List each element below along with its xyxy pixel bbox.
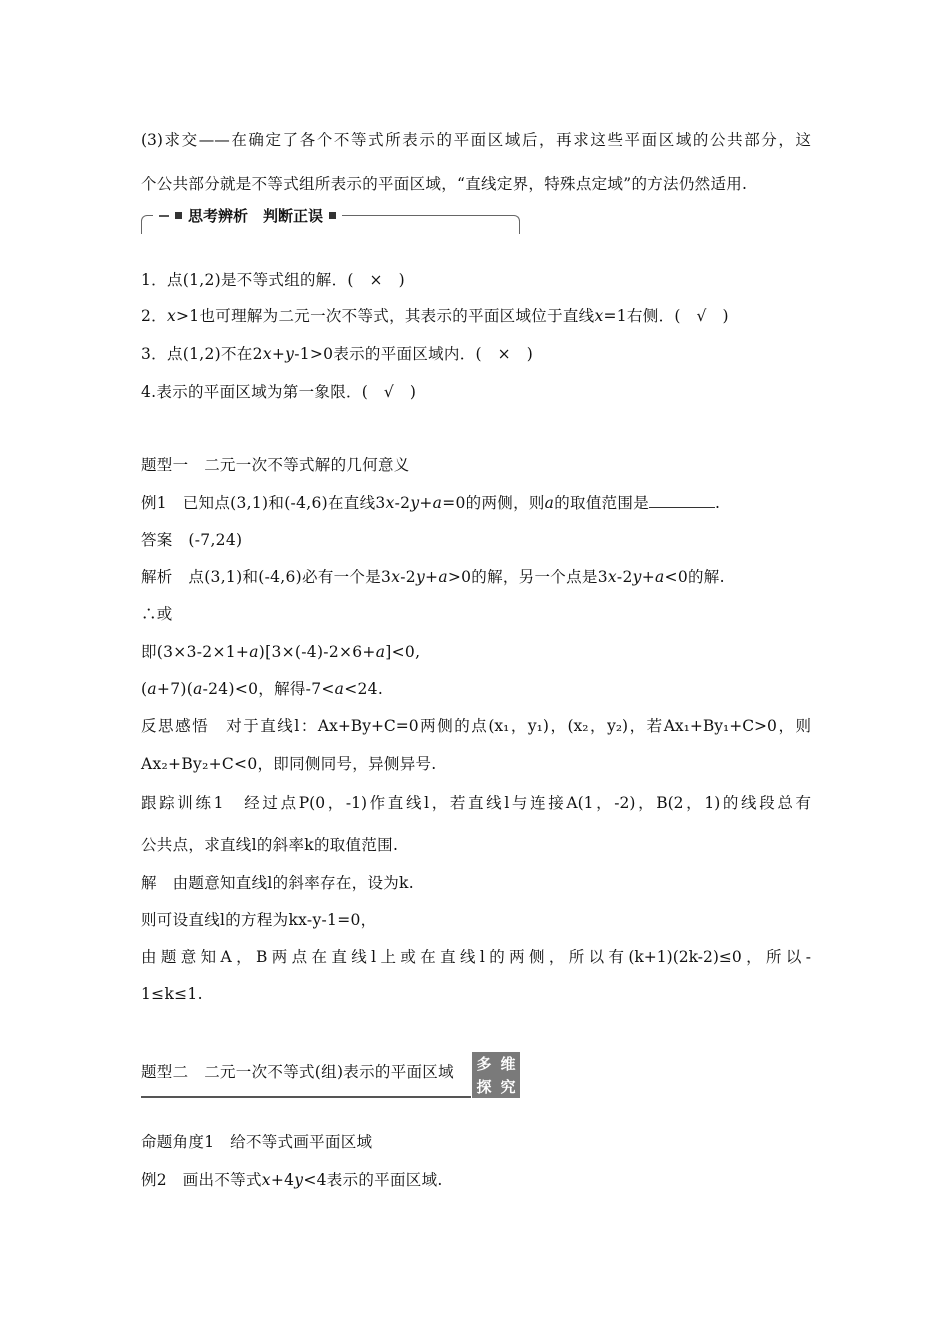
reflection-line-2: Ax₂+By₂+C<0，即同侧同号，异侧异号. [141,755,437,773]
analysis-line: 解析 点(3,1)和(-4,6)必有一个是3x-2y+a>0的解，另一个点是3x-2y+a<0的解. [141,568,725,586]
judge-item-4: 4.表示的平面区域为第一象限．( √ ) [141,383,417,401]
angle-title: 命题角度1 给不等式画平面区域 [141,1133,373,1151]
judge-item-2: 2．x>1也可理解为二元一次不等式，其表示的平面区域位于直线x=1右侧．( √ ) [141,307,729,325]
step-1: 即(3×3-2×1+a)[3×(-4)-2×6+a]<0, [141,643,421,661]
type1-title: 题型一 二元一次不等式解的几何意义 [141,456,410,474]
intro-line-1: (3)求交——在确定了各个不等式所表示的平面区域后，再求这些平面区域的公共部分，这 [141,131,811,149]
example-1: 例1 已知点(3,1)和(-4,6)在直线3x-2y+a=0的两侧，则a的取值范围是 . [141,494,721,512]
multi-explore-badge: 多 维 探 究 [472,1052,520,1098]
judge-item-3: 3．点(1,2)不在2x+y-1>0表示的平面区域内．( × ) [141,345,534,363]
step-2: (a+7)(a-24)<0，解得-7<a<24. [141,680,384,698]
type2-title: 题型二 二元一次不等式(组)表示的平面区域 [141,1063,454,1081]
intro-paragraph [141,128,811,150]
reflection-line-1: 反思感悟 对于直线l：Ax+By+C=0两侧的点(x₁，y₁)，(x₂，y₂)，若Ax₁+By₁+C>0，则 [141,717,811,735]
answer-line: 答案 (-7,24) [141,531,243,549]
square-bullet-icon [175,212,182,219]
answer-blank [649,493,715,508]
dash-icon [159,215,169,217]
therefore-line: ∴或 [141,605,173,623]
example-2: 例2 画出不等式x+4y<4表示的平面区域. [141,1171,443,1189]
judge-item-1: 1．点(1,2)是不等式组的解．( × ) [141,271,405,289]
training-line-1: 跟踪训练1 经过点P(0，-1)作直线l，若直线l与连接A(1，-2)，B(2，1)的线段总有 [141,794,811,812]
thinking-banner [141,205,520,233]
banner-label: 思考辨析 判断正误 [188,207,324,225]
type2-banner [141,1052,521,1098]
solution-line-3: 由题意知A，B两点在直线l上或在直线l的两侧，所以有(k+1)(2k-2)≤0，所以- [141,948,811,966]
intro-line-2: 个公共部分就是不等式组所表示的平面区域，“直线定界，特殊点定域”的方法仍然适用. [141,175,748,193]
title-rule [141,1096,471,1098]
solution-line-4: 1≤k≤1. [141,985,203,1003]
training-line-2: 公共点，求直线l的斜率k的取值范围. [141,836,399,854]
square-bullet-icon [329,212,336,219]
solution-line-1: 解 由题意知直线l的斜率存在，设为k. [141,874,414,892]
solution-line-2: 则可设直线l的方程为kx-y-1=0， [141,911,377,929]
